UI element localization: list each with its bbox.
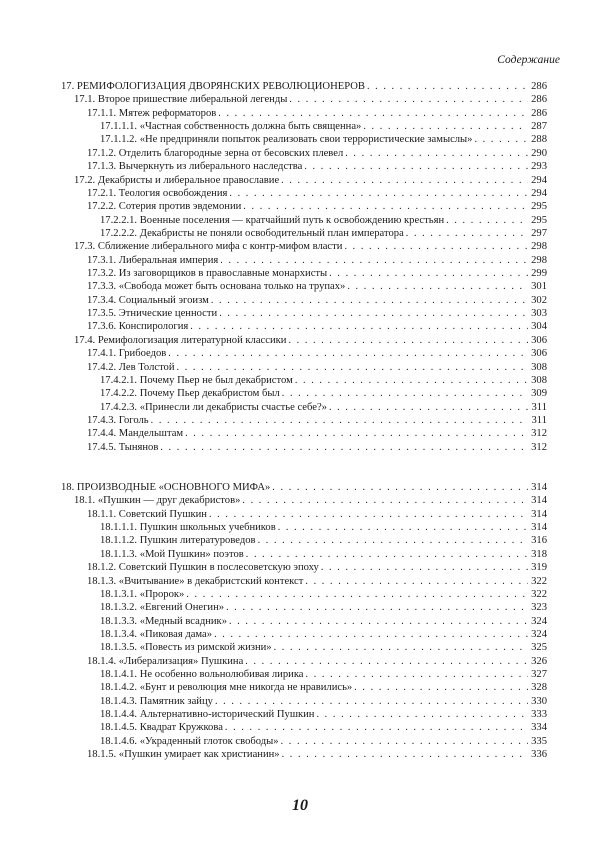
toc-entry[interactable] — [61, 534, 547, 547]
toc-entry[interactable] — [61, 107, 547, 120]
toc-entry-title: 17.4.2.2. Почему Пьер декабристом был — [100, 388, 280, 400]
toc-entry-title: 18.1.2. Советский Пушкин в послесоветскую эпоху — [87, 562, 319, 574]
toc-entry-page: 314 — [531, 495, 547, 507]
toc-entry[interactable] — [61, 120, 547, 133]
toc-entry-page: 295 — [531, 201, 547, 213]
toc-entry[interactable] — [61, 334, 547, 347]
toc-entry[interactable] — [61, 521, 547, 534]
toc-entry-page: 330 — [531, 695, 547, 707]
toc-entry-page: 324 — [531, 628, 547, 640]
toc-entry-title: 17.1.1.1. «Частная собственность должна быть священна» — [100, 121, 362, 133]
toc-entry[interactable] — [61, 628, 547, 641]
toc-entry-title: 17.1.3. Вычеркнуть из либерального наследства — [87, 161, 303, 173]
toc-entry[interactable] — [61, 80, 547, 93]
toc-entry[interactable] — [61, 187, 547, 200]
toc-entry-title: 18.1.4.2. «Бунт и революция мне никогда не нравились» — [100, 682, 353, 694]
toc-entry-page: 311 — [531, 414, 547, 426]
toc-entry[interactable] — [61, 588, 547, 601]
toc-entry-page: 323 — [531, 602, 547, 614]
toc-entry-page: 333 — [531, 709, 547, 721]
toc-entry[interactable] — [61, 227, 547, 240]
toc-entry-title: 17.3.2. Из заговорщиков в православные монархисты — [87, 268, 328, 280]
dot-leader — [329, 267, 528, 280]
dot-leader — [316, 708, 528, 721]
toc-entry-title: 17.2. Декабристы и либеральное православие — [74, 174, 280, 186]
toc-entry[interactable] — [61, 414, 547, 427]
dot-leader — [345, 147, 528, 160]
dot-leader — [304, 160, 528, 173]
dot-leader — [229, 187, 528, 200]
toc-entry-page: 325 — [531, 642, 547, 654]
toc-entry-title: 17.2.1. Теология освобождения — [87, 187, 228, 199]
dot-leader — [363, 120, 528, 133]
dot-leader — [160, 441, 528, 454]
toc-entry-title: 17.4.1. Грибоедов — [87, 348, 167, 360]
toc-entry[interactable] — [61, 548, 547, 561]
dot-leader — [246, 548, 528, 561]
toc-entry-title: 17.4.2.3. «Принесли ли декабристы счастье себе?» — [100, 401, 327, 413]
dot-leader — [282, 387, 528, 400]
dot-leader — [168, 347, 528, 360]
toc-entry-page: 304 — [531, 321, 547, 333]
toc-entry-page: 308 — [531, 374, 547, 386]
toc-entry-page: 288 — [531, 134, 547, 146]
toc-entry-title: 18.1.4.1. Не особенно вольнолюбивая лирика — [100, 669, 304, 681]
toc-entry-page: 308 — [531, 361, 547, 373]
toc-entry-page: 314 — [531, 482, 547, 493]
toc-entry[interactable] — [61, 347, 547, 360]
toc-entry[interactable] — [61, 427, 547, 440]
toc-entry[interactable] — [61, 160, 547, 173]
toc-entry-page: 286 — [531, 94, 547, 106]
toc-entry-title: 18.1.1. Советский Пушкин — [87, 508, 207, 520]
toc-entry-title: 18. ПРОИЗВОДНЫЕ «ОСНОВНОГО МИФА» — [61, 482, 271, 493]
toc-entry-page: 314 — [531, 522, 547, 534]
dot-leader — [229, 615, 528, 628]
toc-entry[interactable] — [61, 374, 547, 387]
toc-entry[interactable] — [61, 361, 547, 374]
toc-entry-page: 299 — [531, 268, 547, 280]
toc-entry-title: 17.1.1.2. «Не предприняли попыток реализовать свои террористические замыслы» — [100, 134, 473, 146]
dot-leader — [282, 748, 528, 761]
toc-entry[interactable] — [61, 481, 547, 494]
toc-entry-title: 17.3.1. Либеральная империя — [87, 254, 219, 266]
toc-entry-title: 18.1.4.5. Квадрат Кружкова — [100, 722, 223, 734]
dot-leader — [220, 254, 528, 267]
toc-entry[interactable] — [61, 641, 547, 654]
toc-entry-page: 318 — [531, 548, 547, 560]
dot-leader — [258, 534, 528, 547]
dot-leader — [177, 361, 528, 374]
dot-leader — [281, 174, 528, 187]
toc-entry-title: 18.1.5. «Пушкин умирает как христианин» — [87, 749, 280, 761]
toc-entry-page: 312 — [531, 428, 547, 440]
toc-entry-page: 327 — [531, 669, 547, 681]
toc-entry-page: 295 — [531, 214, 547, 226]
toc-entry-title: 17.3.6. Конспирология — [87, 321, 189, 333]
dot-leader — [321, 561, 528, 574]
dot-leader — [288, 334, 528, 347]
dot-leader — [305, 575, 528, 588]
toc-entry-title: 18.1.3.4. «Пиковая дама» — [100, 628, 213, 640]
dot-leader — [218, 107, 528, 120]
dot-leader — [185, 427, 528, 440]
toc-entry[interactable] — [61, 575, 547, 588]
toc-entry-title: 18.1.4. «Либерализация» Пушкина — [87, 655, 244, 667]
toc-entry[interactable] — [61, 93, 547, 106]
toc-entry-page: 319 — [531, 562, 547, 574]
toc-entry[interactable] — [61, 668, 547, 681]
dot-leader — [278, 521, 528, 534]
toc-entry-title: 17.1.1. Мятеж реформаторов — [87, 107, 217, 119]
toc-entry-page: 328 — [531, 682, 547, 694]
toc-entry-page: 303 — [531, 308, 547, 320]
toc-entry[interactable] — [61, 695, 547, 708]
toc-entry-title: 17.2.2. Сотерия против эвдемонии — [87, 201, 242, 213]
toc-entry-page: 301 — [531, 281, 547, 293]
page-number: 10 — [292, 797, 308, 814]
dot-leader — [274, 641, 528, 654]
toc-section-18 — [61, 481, 547, 762]
toc-entry-title: 18.1.1.3. «Мой Пушкин» поэтов — [100, 548, 244, 560]
toc-entry-title: 18.1.4.4. Альтернативно-исторический Пушкин — [100, 709, 315, 721]
toc-entry[interactable] — [61, 307, 547, 320]
toc-entry-page: 294 — [531, 174, 547, 186]
dot-leader — [209, 508, 528, 521]
toc-entry-page: 334 — [531, 722, 547, 734]
toc-entry-title: 17.2.2.1. Военные поселения — кратчайший путь к освобождению крестьян — [100, 214, 445, 226]
toc-entry[interactable] — [61, 200, 547, 213]
toc-entry-page: 326 — [531, 655, 547, 667]
toc-entry[interactable] — [61, 267, 547, 280]
toc-entry-title: 17.4. Ремифологизация литературной классики — [74, 334, 287, 346]
toc-entry[interactable] — [61, 508, 547, 521]
dot-leader — [245, 655, 528, 668]
toc-entry[interactable] — [61, 133, 547, 146]
toc-entry-page: 302 — [531, 294, 547, 306]
dot-leader — [225, 721, 528, 734]
toc-entry[interactable] — [61, 441, 547, 454]
toc-entry-title: 18.1.1.1. Пушкин школьных учебников — [100, 522, 276, 534]
toc-entry-page: 306 — [531, 334, 547, 346]
toc-entry-title: 18.1.3.2. «Евгений Онегин» — [100, 602, 225, 614]
toc-entry-title: 17.3.5. Этнические ценности — [87, 308, 218, 320]
toc-entry[interactable] — [61, 174, 547, 187]
toc-entry-title: 17.4.4. Мандельштам — [87, 428, 184, 440]
toc-entry[interactable] — [61, 721, 547, 734]
toc-entry[interactable] — [61, 254, 547, 267]
toc-entry-title: 17.1. Второе пришествие либеральной легенды — [74, 94, 288, 106]
dot-leader — [243, 200, 528, 213]
dot-leader — [226, 601, 528, 614]
toc-entry[interactable] — [61, 615, 547, 628]
toc-entry-page: 298 — [531, 241, 547, 253]
toc-entry-page: 286 — [531, 107, 547, 119]
dot-leader — [474, 133, 528, 146]
dot-leader — [289, 93, 528, 106]
dot-leader — [151, 414, 528, 427]
toc-entry-title: 18.1.1.2. Пушкин литературоведов — [100, 535, 256, 547]
toc-entry-page: 322 — [531, 575, 547, 587]
toc-entry-page: 294 — [531, 187, 547, 199]
toc-entry-page: 298 — [531, 254, 547, 266]
toc-entry[interactable] — [61, 708, 547, 721]
toc-entry-page: 322 — [531, 588, 547, 600]
toc-entry-title: 17.3.4. Социальный эгоизм — [87, 294, 209, 306]
toc-entry-title: 18.1. «Пушкин — друг декабристов» — [74, 495, 241, 507]
toc-entry[interactable] — [61, 748, 547, 761]
toc-entry-page: 306 — [531, 348, 547, 360]
dot-leader — [281, 735, 528, 748]
dot-leader — [446, 214, 528, 227]
toc-entry-title: 18.1.3. «Вчитывание» в декабристский контекст — [87, 575, 304, 587]
dot-leader — [367, 80, 528, 93]
dot-leader — [295, 374, 528, 387]
toc-entry-title: 18.1.4.6. «Украденный глоток свободы» — [100, 735, 279, 747]
toc-entry-title: 18.1.4.3. Памятник зайцу — [100, 695, 213, 707]
toc-entry-title: 17.4.2. Лев Толстой — [87, 361, 175, 373]
toc-entry-title: 17.2.2.2. Декабристы не поняли освободительный план императора — [100, 227, 404, 239]
toc-entry-page: 309 — [531, 388, 547, 400]
toc-entry[interactable] — [61, 280, 547, 293]
toc-entry[interactable] — [61, 147, 547, 160]
toc-entry[interactable] — [61, 561, 547, 574]
dot-leader — [242, 494, 528, 507]
dot-leader — [354, 681, 528, 694]
toc-entry-page: 316 — [531, 535, 547, 547]
toc-entry[interactable] — [61, 494, 547, 507]
dot-leader — [329, 401, 528, 414]
toc-entry-page: 297 — [531, 227, 547, 239]
toc-entry[interactable] — [61, 655, 547, 668]
toc-entry[interactable] — [61, 681, 547, 694]
toc-entry-title: 17.3. Сближение либерального мифа с контр-мифом власти — [74, 241, 343, 253]
toc-entry[interactable] — [61, 387, 547, 400]
toc-entry-title: 18.1.3.1. «Пророк» — [100, 588, 185, 600]
toc-entry-title: 17.3.3. «Свобода может быть основана только на трупах» — [87, 281, 346, 293]
toc-entry[interactable] — [61, 214, 547, 227]
dot-leader — [214, 628, 528, 641]
toc-entry-title: 18.1.3.5. «Повесть из римской жизни» — [100, 642, 272, 654]
toc-entry-title: 17.4.5. Тынянов — [87, 441, 159, 453]
dot-leader — [406, 227, 528, 240]
toc-entry[interactable] — [61, 320, 547, 333]
toc-entry-page: 312 — [531, 441, 547, 453]
toc-entry-title: 17.4.2.1. Почему Пьер не был декабристом — [100, 374, 293, 386]
toc-entry-title: 17. РЕМИФОЛОГИЗАЦИЯ ДВОРЯНСКИХ РЕВОЛЮЦИОНЕРОВ — [61, 81, 365, 92]
running-header: Содержание — [497, 54, 560, 66]
toc-entry-page: 324 — [531, 615, 547, 627]
toc-entry-page: 311 — [531, 401, 547, 413]
toc-section-17 — [61, 80, 547, 454]
toc-entry-page: 287 — [531, 121, 547, 133]
toc-entry-page: 336 — [531, 749, 547, 761]
toc-entry[interactable] — [61, 601, 547, 614]
dot-leader — [306, 668, 528, 681]
toc-entry[interactable] — [61, 240, 547, 253]
toc-entry-title: 17.4.3. Гоголь — [87, 414, 149, 426]
toc-entry-page: 286 — [531, 81, 547, 92]
toc-entry-title: 18.1.3.3. «Медный всадник» — [100, 615, 228, 627]
dot-leader — [347, 280, 528, 293]
toc-entry[interactable] — [61, 401, 547, 414]
toc-entry[interactable] — [61, 294, 547, 307]
toc-entry-page: 290 — [531, 147, 547, 159]
toc-entry-page: 293 — [531, 161, 547, 173]
dot-leader — [219, 307, 528, 320]
toc-entry-title: 17.1.2. Отделить благородные зерна от бесовских плевел — [87, 147, 344, 159]
dot-leader — [186, 588, 528, 601]
dot-leader — [190, 320, 528, 333]
dot-leader — [211, 294, 528, 307]
dot-leader — [344, 240, 528, 253]
toc-entry-page: 335 — [531, 735, 547, 747]
toc-entry-page: 314 — [531, 508, 547, 520]
dot-leader — [215, 695, 528, 708]
toc-entry[interactable] — [61, 735, 547, 748]
dot-leader — [272, 481, 528, 494]
